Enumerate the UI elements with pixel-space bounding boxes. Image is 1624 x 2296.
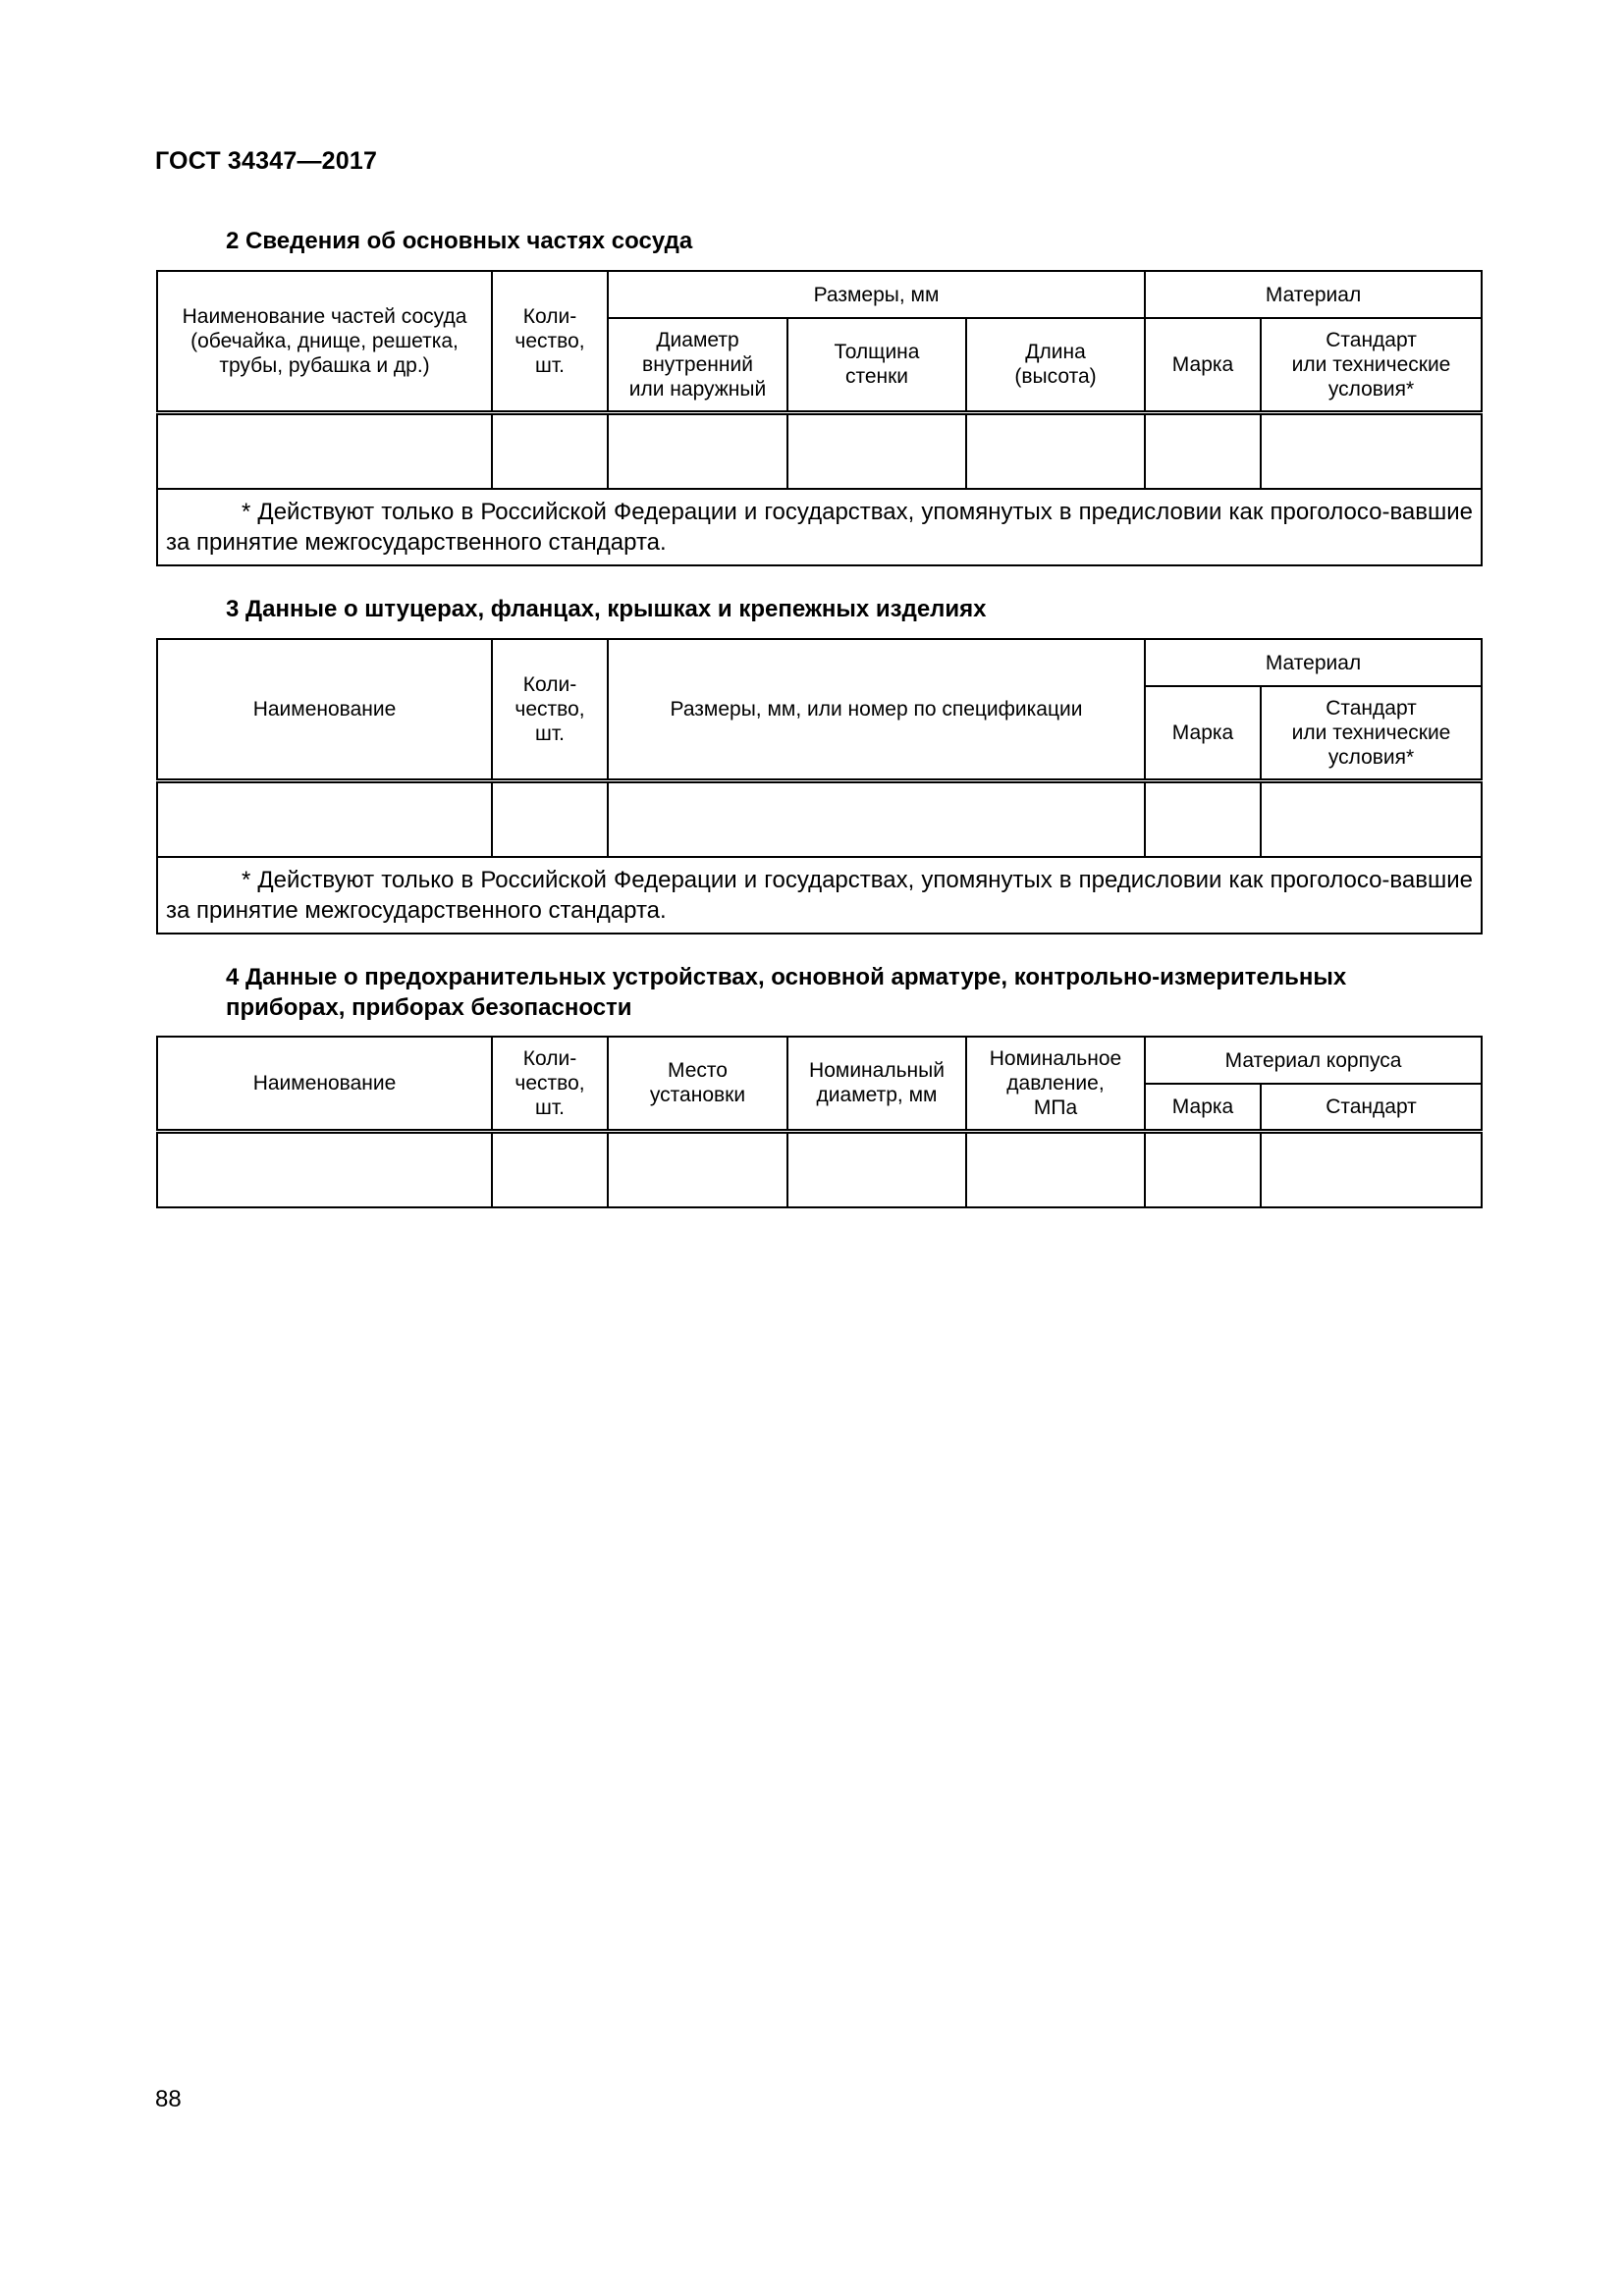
- section-3-title: 3 Данные о штуцерах, фланцах, крышках и крепежных изделиях: [226, 596, 987, 622]
- header-part-name: Наименование частей сосуда (обечайка, днище, решетка, трубы, рубашка и др.): [157, 271, 492, 412]
- table-footnote: [157, 857, 1482, 934]
- header-standard: Стандарт: [1261, 1084, 1482, 1131]
- header-length: Длина (высота): [966, 318, 1145, 412]
- header-grade: Марка: [1145, 1084, 1261, 1131]
- table-row: [157, 412, 1482, 489]
- cell-nominal-pressure[interactable]: [966, 1131, 1145, 1207]
- cell-quantity[interactable]: [492, 1131, 608, 1207]
- header-name: Наименование: [157, 639, 492, 780]
- cell-grade[interactable]: [1145, 1131, 1261, 1207]
- footnote-text: * Действуют только в Российской Федерации и государствах, упомянутых в предисловии как проголосо-вавшие за принятие межгосударственного стандарта.: [166, 498, 1474, 556]
- cell-nominal-diameter[interactable]: [787, 1131, 966, 1207]
- table-footnote: [157, 489, 1482, 565]
- cell-standard[interactable]: [1261, 412, 1482, 489]
- header-standard: Стандарт или технические условия*: [1261, 318, 1482, 412]
- header-grade: Марка: [1145, 686, 1261, 780]
- cell-diameter[interactable]: [608, 412, 787, 489]
- header-sizes-spec: Размеры, мм, или номер по спецификации: [608, 639, 1145, 780]
- header-name: Наименование: [157, 1037, 492, 1131]
- cell-install-place[interactable]: [608, 1131, 787, 1207]
- header-nominal-pressure: Номинальное давление, МПа: [966, 1037, 1145, 1131]
- header-standard: Стандарт или технические условия*: [1261, 686, 1482, 780]
- table-row: [157, 780, 1482, 857]
- table-row: [157, 1131, 1482, 1207]
- header-material-group: Материал: [1145, 271, 1482, 318]
- cell-part-name[interactable]: [157, 412, 492, 489]
- document-code: ГОСТ 34347—2017: [155, 147, 378, 175]
- cell-name[interactable]: [157, 1131, 492, 1207]
- header-quantity: Коли- чество, шт.: [492, 639, 608, 780]
- table-safety-devices: [156, 1036, 1483, 1208]
- cell-quantity[interactable]: [492, 780, 608, 857]
- header-diameter: Диаметр внутренний или наружный: [608, 318, 787, 412]
- cell-sizes-spec[interactable]: [608, 780, 1145, 857]
- section-2-title: 2 Сведения об основных частях сосуда: [226, 228, 693, 254]
- footnote-text: * Действуют только в Российской Федерации и государствах, упомянутых в предисловии как проголосо-вавшие за принятие межгосударственного стандарта.: [166, 866, 1474, 924]
- page-number: 88: [155, 2086, 182, 2112]
- cell-standard[interactable]: [1261, 780, 1482, 857]
- header-install-place: Место установки: [608, 1037, 787, 1131]
- header-body-material-group: Материал корпуса: [1145, 1037, 1482, 1084]
- cell-length[interactable]: [966, 412, 1145, 489]
- cell-quantity[interactable]: [492, 412, 608, 489]
- header-grade: Марка: [1145, 318, 1261, 412]
- cell-wall-thickness[interactable]: [787, 412, 966, 489]
- section-4-title: 4 Данные о предохранительных устройствах, основной арматуре, контрольно-измерительных приборах, приборах безопасности: [226, 964, 1347, 1021]
- header-quantity: Коли- чество, шт.: [492, 271, 608, 412]
- cell-name[interactable]: [157, 780, 492, 857]
- header-sizes-group: Размеры, мм: [608, 271, 1145, 318]
- header-material-group: Материал: [1145, 639, 1482, 686]
- header-quantity: Коли- чество, шт.: [492, 1037, 608, 1131]
- table-vessel-parts: [156, 270, 1483, 566]
- cell-standard[interactable]: [1261, 1131, 1482, 1207]
- header-nominal-diameter: Номинальный диаметр, мм: [787, 1037, 966, 1131]
- cell-grade[interactable]: [1145, 780, 1261, 857]
- cell-grade[interactable]: [1145, 412, 1261, 489]
- table-fittings: [156, 638, 1483, 934]
- header-wall-thickness: Толщина стенки: [787, 318, 966, 412]
